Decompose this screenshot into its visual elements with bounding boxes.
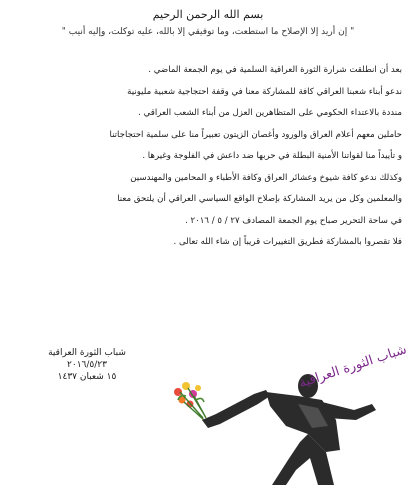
statement-paragraph: بعد أن انطلقت شرارة الثورة العراقية السلمية في يوم الجمعة الماضي . [148,65,402,75]
quran-verse: " إن أريد إلا الإصلاح ما استطعت، وما توفيقي إلا بالله، عليه توكلت، وإليه أنيب " [61,27,355,37]
thrower-silhouette [202,374,376,485]
statement-paragraph: و تأييداً منا لقواتنا الأمنية البطلة في حربها ضد داعش في الفلوجة وغيرها . [142,151,402,161]
statement-paragraph: والمعلمين وكل من يريد المشاركة بإصلاح الواقع السياسي العراقي أن يلتحق معنا [117,194,402,204]
signature-date-hijri: ١٥ شعبان ١٤٣٧ [57,372,117,382]
statement-paragraph: ندعو أبناء شعبنا العراقي كافة للمشاركة معنا في وقفة احتجاجية شعبية مليونية [127,86,402,97]
statement-body [12,60,402,254]
statement-paragraph: حاملين معهم أعلام العراق والورود وأغصان الزيتون تعبيراً منا على سلمية احتجاجاتنا [109,129,402,140]
signature-name: شباب الثورة العراقية [48,348,126,358]
statement-paragraph: منددة بالاعتداء الحكومي على المتظاهرين العزل من أبناء الشعب العراقي . [138,108,402,118]
statement-paragraph: فلا تقصروا بالمشاركة فطريق التغييرات قريباً إن شاء الله تعالى . [173,237,402,247]
flower-thrower-icon [158,330,414,485]
statement-paragraph: وكذلك ندعو كافة شيوخ وعشائر العراق وكافة الأطباء و المحامين والمهندسين [130,172,402,183]
emblem-text: شباب الثورة العراقية [297,342,409,392]
statement-paragraph: في ساحة التحرير صباح يوم الجمعة المصادف ٢٧ / ٥ / ٢٠١٦ . [185,215,402,226]
signature-block [32,347,142,383]
basmala-heading: بسم الله الرحمن الرحيم [152,8,264,21]
flower-bouquet-icon [174,382,206,420]
signature-date-gregorian: ٢٠١٦/٥/٢٣ [67,360,107,370]
